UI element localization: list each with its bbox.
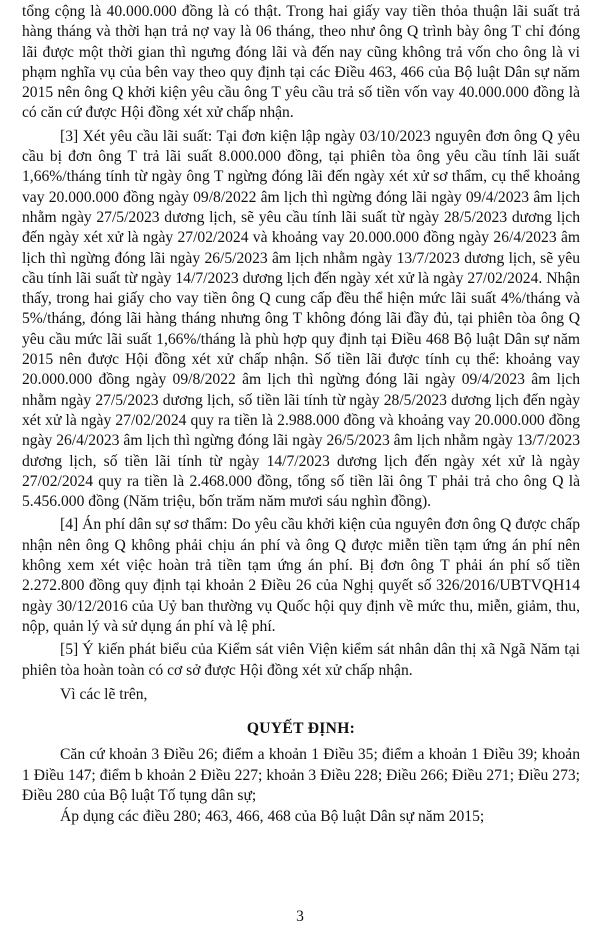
decision-basis-paragraph: Căn cứ khoản 3 Điều 26; điểm a khoản 1 Điều 35; điểm a khoản 1 Điều 39; khoản 1 Điều 147; điểm b khoản 2 Điều 227; khoản 3 Điều 228; Điều 266; Điều 271; Điều 273; Điều 280 của Bộ luật Tố tụng dân sự; <box>22 746 580 804</box>
page-number: 3 <box>296 908 304 925</box>
document-page <box>22 2 580 831</box>
paragraph-loan-principal: tổng cộng là 40.000.000 đồng là có thật. Trong hai giấy vay tiền thỏa thuận lãi suất trả hàng tháng và thời hạn trả nợ vay là 06 tháng, theo như ông Q trình bày ông T chỉ đóng lãi được một thời gian thì ngưng đóng lãi và đến nay cũng không trả vốn cho ông là vi phạm nghĩa vụ của bên vay theo quy định tại các Điều 463, 466 của Bộ luật Dân sự năm 2015 nên ông Q khởi kiện yêu cầu ông T yêu cầu trả số tiền vốn vay 40.000.000 đồng là có căn cứ được Hội đồng xét xử chấp nhận. <box>22 3 580 122</box>
paragraph-procurator-opinion: [5] Ý kiến phát biểu của Kiểm sát viên Viện kiểm sát nhân dân thị xã Ngã Năm tại phiên tòa hoàn toàn có cơ sở được Hội đồng xét xử chấp nhận. <box>22 641 580 679</box>
paragraph-interest-claim: [3] Xét yêu cầu lãi suất: Tại đơn kiện lập ngày 03/10/2023 nguyên đơn ông Q yêu cầu bị đơn ông T trả lãi suất 8.000.000 đồng, tại phiên tòa ông yêu cầu tính lãi suất 1,66%/tháng tính từ ngày ông T ngừng đóng lãi đến ngày xét xử sơ thẩm, cụ thể khoảng vay 20.000.000 đồng ngày 09/8/2022 âm lịch thì ngừng đóng lãi ngày 09/4/2023 âm lịch nhằm ngày 27/5/2023 dương lịch, sẽ yêu cầu tính lãi suất từ ngày 28/5/2023 dương lịch đến ngày xét xử là ngày 27/02/2024 và khoảng vay 20.000.000 đồng ngày 26/4/2023 âm lịch thì ngừng đóng lãi ngày 26/5/2023 âm lịch nhằm ngày 13/7/2023 dương lịch, sẽ yêu cầu tính lãi suất từ ngày 14/7/2023 dương lịch đến ngày xét xử là ngày 27/02/2024. Nhận thấy, trong hai giấy cho vay tiền ông Q cung cấp đều thể hiện mức lãi suất 4%/tháng và 5%/tháng, đóng lãi hàng tháng nhưng ông T không đóng lãi đầy đủ, tại phiên tòa ông Q yêu cầu mức lãi suất 1,66%/tháng là phù hợp quy định tại Điều 468 Bộ luật Dân sự năm 2015 nên được Hội đồng xét xử chấp nhận. Số tiền lãi được tính cụ thể: khoảng vay 20.000.000 đồng ngày 09/8/2022 âm lịch thì ngừng đóng lãi ngày 09/4/2023 âm lịch nhằm ngày 27/5/2023 dương lịch, số tiền lãi tính từ ngày 28/5/2023 dương lịch đến ngày xét xử là ngày 27/02/2024 quy ra tiền là 2.988.000 đồng và khoảng vay 20.000.000 đồng ngày 26/4/2023 âm lịch thì ngừng đóng lãi ngày 26/5/2023 âm lịch nhằm ngày 13/7/2023 dương lịch, số tiền lãi tính từ ngày 14/7/2023 dương lịch đến ngày xét xử là ngày 27/02/2024 quy ra tiền là 2.468.000 đồng, tổng số tiền lãi ông T phải trả cho ông Q là 5.456.000 đồng (Năm triệu, bốn trăm năm mươi sáu nghìn đồng). <box>22 127 580 511</box>
decision-heading: QUYẾT ĐỊNH: <box>246 720 356 738</box>
paragraph-court-fee: [4] Án phí dân sự sơ thẩm: Do yêu cầu khởi kiện của nguyên đơn ông Q được chấp nhận nên ông Q không phải chịu án phí và ông Q được miễn tiền tạm ứng án phí nên không xem xét việc hoàn trả tiền tạm ứng án phí. Bị đơn ông T phải án phí số tiền 2.272.800 đồng quy định tại khoản 2 Điều 26 của Nghị quyết số 326/2016/UBTVQH14 ngày 30/12/2016 của Uỷ ban thường vụ Quốc hội quy định về mức thu, miễn, giảm, thu, nộp, quản lý và sử dụng án phí và lệ phí. <box>22 516 580 635</box>
closing-line: Vì các lẽ trên, <box>60 685 148 703</box>
decision-applied-law-paragraph: Áp dụng các điều 280; 463, 466, 468 của Bộ luật Dân sự năm 2015; <box>60 808 485 826</box>
